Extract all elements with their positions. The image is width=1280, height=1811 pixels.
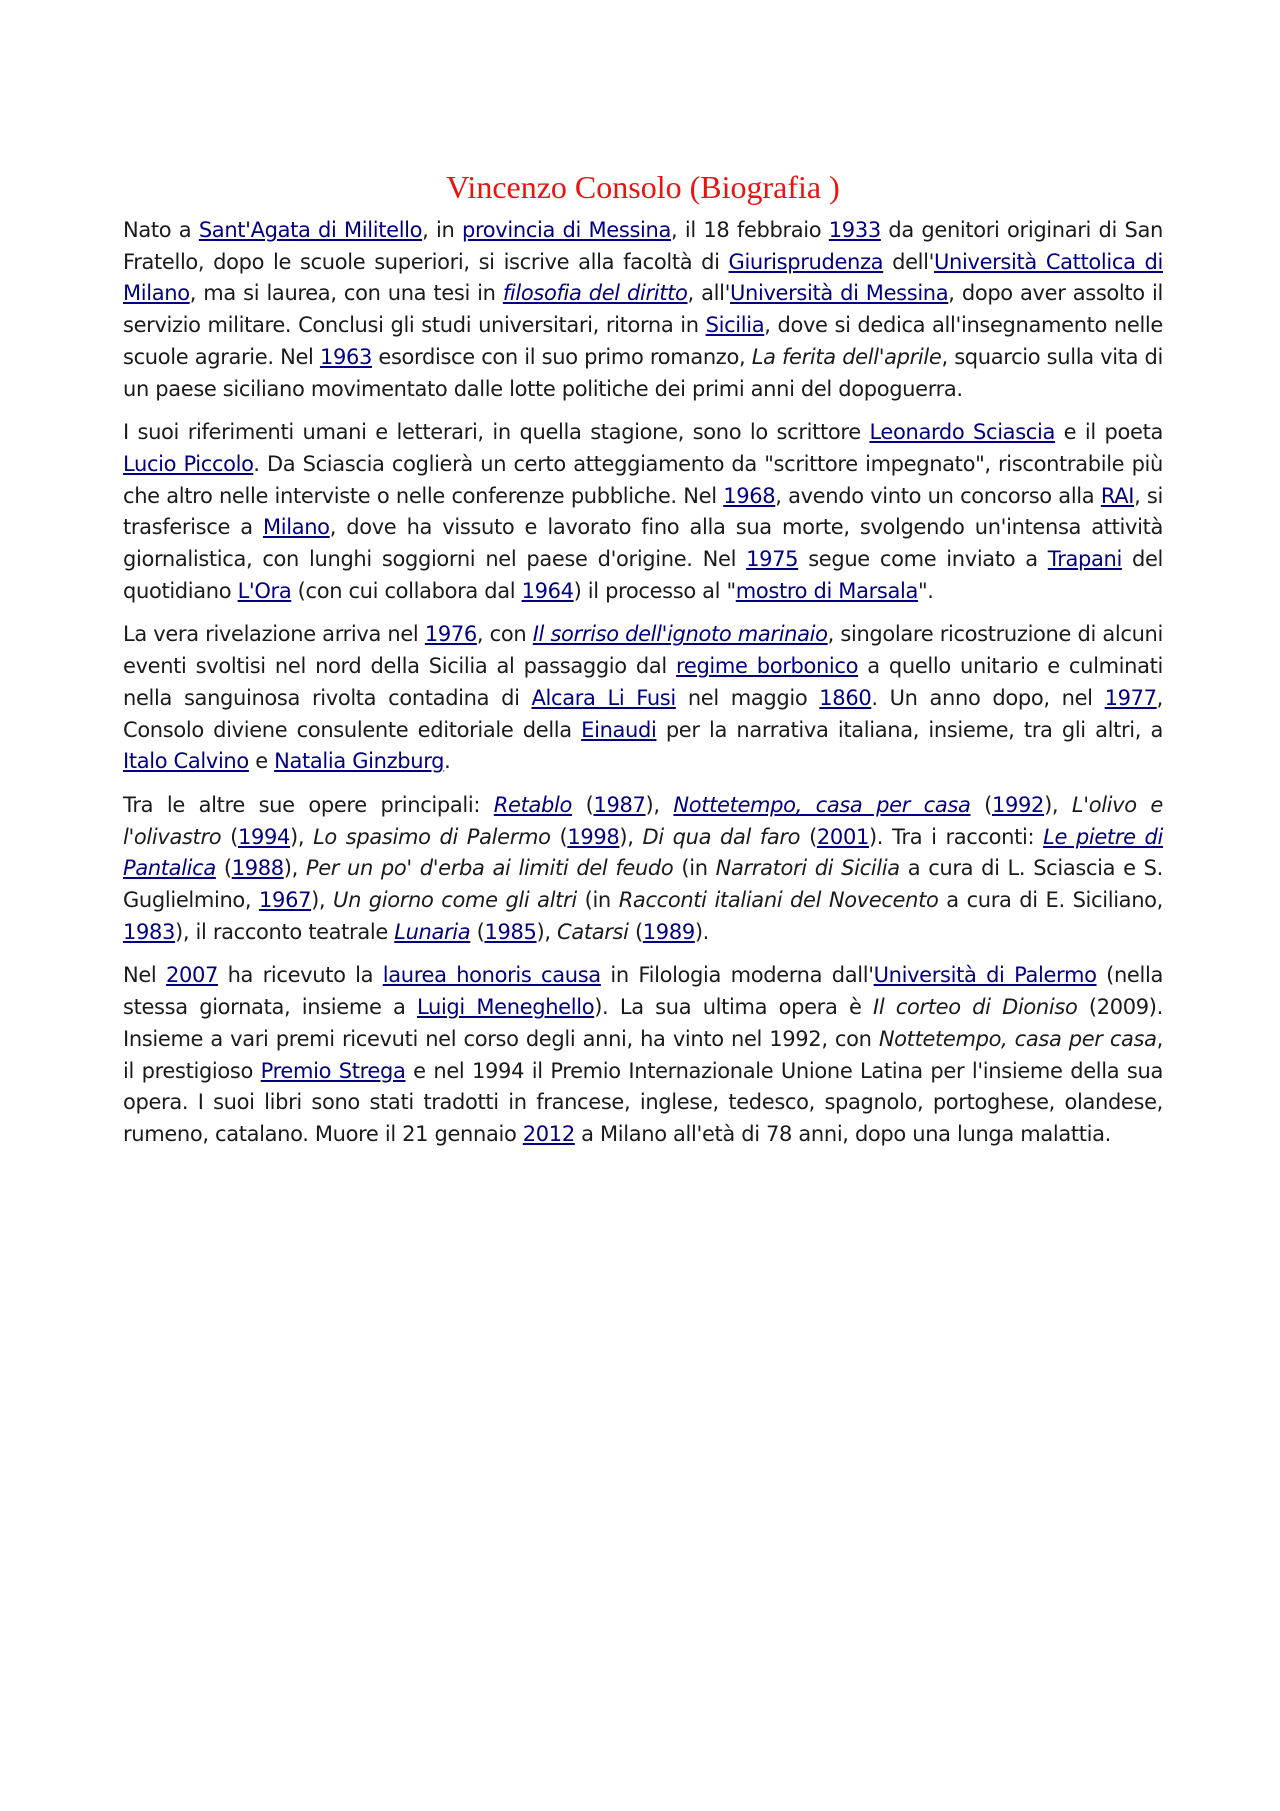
link[interactable]: Luigi Meneghello — [417, 995, 595, 1020]
link[interactable]: Università di Palermo — [873, 963, 1097, 988]
text-run: ), — [1044, 792, 1072, 817]
text-run: ). Tra i racconti: — [868, 824, 1044, 849]
italic-text: L'olivo e l'olivastro — [123, 792, 1163, 849]
text-run: I suoi riferimenti umani e letterari, in quella stagione, sono lo scrittore — [123, 420, 870, 445]
text-run: . Un anno dopo, nel — [871, 685, 1105, 710]
link[interactable]: regime borbonico — [676, 654, 859, 679]
link[interactable]: Einaudi — [581, 717, 657, 742]
paragraph-4 — [123, 790, 1163, 949]
italic-text: Narratori di Sicilia — [715, 856, 900, 881]
text-run: ( — [470, 919, 485, 944]
text-run: Nel — [123, 963, 166, 988]
text-run: (nella stessa giornata, insieme a — [123, 963, 1163, 1020]
text-run: , con — [476, 622, 533, 647]
text-run: . Da Sciascia coglierà un certo atteggiamento da "scrittore impegnato", riscontrabile più che altro nelle interviste o nelle conferenze pubbliche. Nel — [123, 451, 1163, 508]
text-run: ), — [283, 856, 306, 881]
text-run: ). — [694, 919, 710, 944]
text-run: segue come inviato a — [798, 547, 1048, 572]
text-run: ( — [215, 856, 232, 881]
text-run: , dopo aver assolto il servizio militare. Conclusi gli studi universitari, ritorna in — [123, 281, 1163, 338]
text-run: e il poeta — [1055, 420, 1163, 445]
link[interactable]: Premio Strega — [260, 1058, 406, 1083]
link[interactable]: Natalia Ginzburg — [274, 749, 445, 774]
paragraph-1 — [123, 215, 1163, 405]
text-run: ( — [970, 792, 993, 817]
document-body — [123, 215, 1163, 1151]
link[interactable]: 1967 — [259, 888, 312, 913]
link[interactable]: Trapani — [1047, 547, 1122, 572]
italic-text: La ferita dell'aprile — [751, 344, 942, 369]
text-run: , in — [422, 218, 462, 242]
paragraph-2 — [123, 417, 1163, 607]
link[interactable]: L'Ora — [237, 578, 292, 603]
text-run: (2009). Insieme a vari premi ricevuti nel corso degli anni, ha vinto nel 1992, con — [123, 995, 1163, 1051]
text-run: ( — [628, 919, 643, 944]
text-run: , squarcio sulla vita di un paese siciliano movimentato dalle lotte politiche dei primi anni del dopoguerra. — [123, 344, 1163, 401]
italic-text: Nottetempo, casa per casa — [878, 1026, 1157, 1051]
link[interactable]: Giurisprudenza — [728, 249, 884, 274]
italic-text: Un giorno come gli altri — [333, 888, 577, 913]
link[interactable]: 1985 — [484, 919, 537, 944]
text-run: ), — [290, 824, 314, 849]
link[interactable]: Italo Calvino — [123, 749, 249, 774]
link[interactable]: Leonardo Sciascia — [869, 420, 1055, 445]
link[interactable]: Lucio Piccolo — [123, 451, 254, 476]
link[interactable]: 1975 — [746, 547, 799, 572]
text-run: , all' — [687, 281, 730, 306]
text-run: a Milano all'età di 78 anni, dopo una lunga malattia. — [574, 1121, 1111, 1146]
text-run: , ma si laurea, con una tesi in — [189, 281, 503, 306]
link[interactable]: 1976 — [424, 622, 477, 647]
text-run: del quotidiano — [123, 547, 1164, 603]
text-run: ), il racconto teatrale — [175, 919, 395, 944]
text-run: ( — [571, 792, 594, 817]
text-run: ), — [645, 792, 674, 817]
text-run: per la narrativa italiana, insieme, tra gli altri, a — [656, 717, 1163, 742]
link[interactable]: Il sorriso dell'ignoto marinaio — [532, 622, 828, 647]
text-run: Tra le altre sue opere principali: — [123, 792, 494, 817]
text-run: . — [444, 749, 451, 774]
text-run: , avendo vinto un concorso alla — [775, 483, 1101, 508]
italic-text: Di qua dal faro — [642, 824, 801, 849]
text-run: in Filologia moderna dall' — [600, 963, 874, 988]
text-run: ), — [619, 824, 643, 849]
text-run: , il 18 febbraio — [671, 218, 829, 242]
text-run: ha ricevuto la — [218, 963, 383, 988]
text-run: ( — [800, 824, 817, 849]
link[interactable]: 2012 — [522, 1121, 575, 1146]
link[interactable]: 1933 — [828, 218, 881, 242]
text-run: da genitori originari di San Fratello, dopo le scuole superiori, si iscrive alla facoltà di — [123, 218, 1164, 274]
italic-text: Catarsi — [557, 919, 629, 944]
text-run: a quello unitario e culminati nella sanguinosa rivolta contadina di — [123, 654, 1164, 710]
text-run: ), — [536, 919, 558, 944]
link[interactable]: RAI — [1100, 483, 1135, 508]
text-run: , si trasferisce a — [123, 483, 1163, 540]
link[interactable]: Alcara Li Fusi — [531, 685, 676, 710]
link[interactable]: 1994 — [237, 824, 291, 849]
text-run: Nato a — [123, 218, 199, 242]
link[interactable]: Sicilia — [705, 313, 765, 338]
text-run: a cura di L. Sciascia e S. Guglielmino, — [123, 856, 1163, 913]
document-page — [123, 165, 1163, 1163]
link[interactable]: Milano — [262, 515, 330, 540]
link[interactable]: 1968 — [723, 483, 776, 508]
paragraph-5 — [123, 960, 1163, 1150]
text-run: , Consolo diviene consulente editoriale della — [123, 685, 1163, 742]
paragraph-3 — [123, 619, 1163, 778]
text-run: , il prestigioso — [123, 1026, 1163, 1083]
text-run: ), — [311, 888, 334, 913]
link[interactable]: 2007 — [165, 963, 219, 988]
italic-text: Il corteo di Dioniso — [872, 995, 1078, 1020]
link[interactable]: Lunaria — [394, 919, 471, 944]
text-run: e nel 1994 il Premio Internazionale Unione Latina per l'insieme della sua opera. I suoi libri sono stati tradotti in francese, inglese, tedesco, spagnolo, portoghese, olandese, rumeno, catalano. Muore il 21 gennaio — [123, 1058, 1163, 1146]
link[interactable]: Nottetempo, casa per casa — [673, 792, 971, 817]
link[interactable]: 1998 — [567, 824, 620, 849]
text-run: ( — [550, 824, 568, 849]
text-run: La vera rivelazione arriva nel — [123, 622, 425, 647]
link[interactable]: 1983 — [123, 919, 176, 944]
link[interactable]: 1988 — [231, 856, 284, 881]
link[interactable]: 1977 — [1104, 685, 1157, 710]
link[interactable]: Sant'Agata di Militello — [198, 218, 423, 242]
link[interactable]: provincia di Messina — [462, 218, 672, 242]
link[interactable]: mostro di Marsala — [735, 578, 918, 603]
text-run: a cura di E. Siciliano, — [938, 888, 1163, 913]
link[interactable]: Università Cattolica di Milano — [123, 249, 1163, 306]
link[interactable]: Università di Messina — [730, 281, 949, 306]
link[interactable]: 2001 — [816, 824, 869, 849]
link[interactable]: 1987 — [593, 792, 646, 817]
text-run: e — [248, 749, 275, 774]
text-run: ( — [221, 824, 238, 849]
text-run: , dove si dedica all'insegnamento nelle scuole agrarie. Nel — [123, 313, 1163, 369]
text-run: esordisce con il suo primo romanzo, — [371, 344, 752, 369]
text-run: (con cui collabora dal — [291, 578, 522, 603]
italic-text: Per un po' d'erba ai limiti del feudo — [305, 856, 674, 881]
text-run: dell' — [883, 249, 935, 274]
link[interactable]: 1992 — [992, 792, 1045, 817]
link[interactable]: 1860 — [819, 685, 872, 710]
text-run: ). La sua ultima opera è — [594, 995, 873, 1020]
link[interactable]: filosofia del diritto — [502, 281, 688, 306]
link[interactable]: Le pietre di Pantalica — [123, 824, 1164, 881]
text-run: , singolare ricostruzione di alcuni eventi svoltisi nel nord della Sicilia al passaggio dal — [123, 622, 1163, 679]
link[interactable]: 1963 — [319, 344, 372, 369]
text-run: (in — [576, 888, 619, 913]
link[interactable]: 1964 — [521, 578, 574, 603]
text-run: , dove ha vissuto e lavorato fino alla sua morte, svolgendo un'intensa attività giornalistica, con lunghi soggiorni nel paese d'origine. Nel — [123, 515, 1163, 572]
link[interactable]: laurea honoris causa — [382, 963, 601, 988]
italic-text: Lo spasimo di Palermo — [313, 824, 551, 849]
text-run: nel maggio — [675, 685, 820, 710]
text-run: (in — [673, 856, 716, 881]
page-title: Vincenzo Consolo (Biografia ) — [446, 169, 840, 205]
link[interactable]: Retablo — [493, 792, 572, 817]
italic-text: Racconti italiani del Novecento — [618, 888, 939, 913]
text-run: ". — [917, 578, 934, 603]
link[interactable]: 1989 — [642, 919, 695, 944]
text-run: ) il processo al " — [573, 578, 736, 603]
